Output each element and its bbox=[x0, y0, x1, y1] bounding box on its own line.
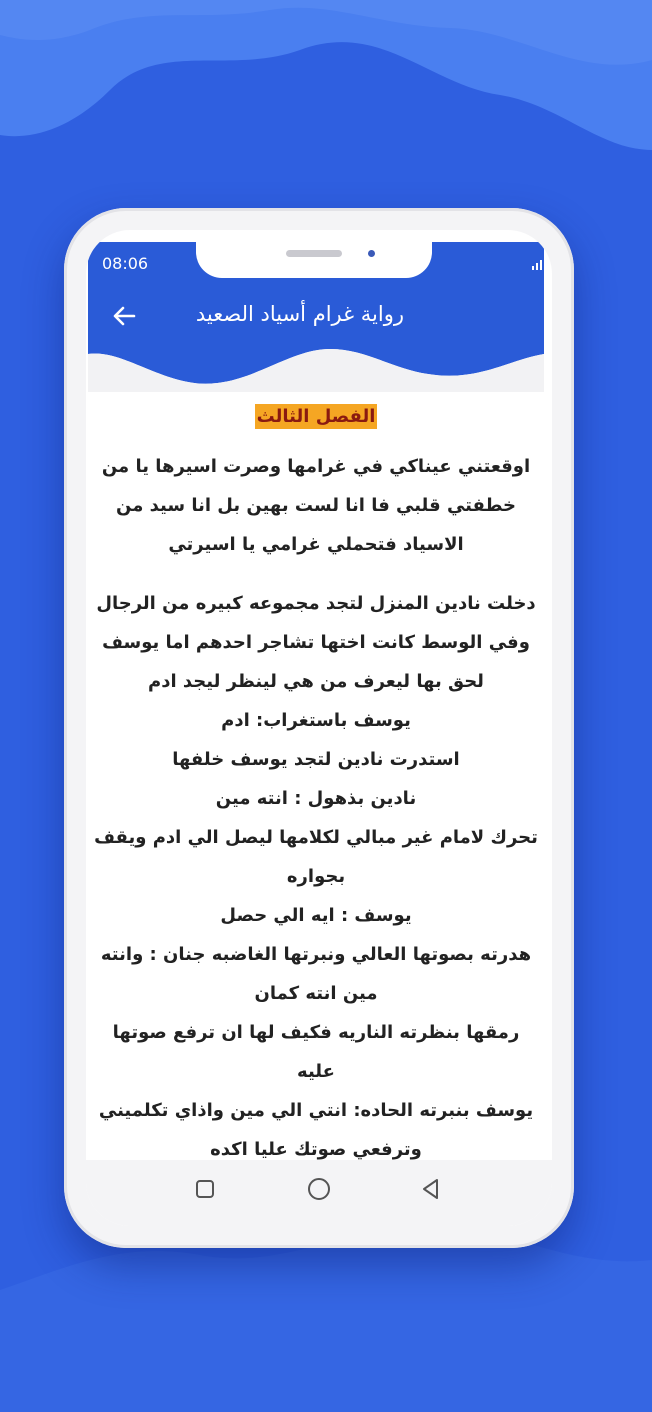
square-icon bbox=[192, 1176, 218, 1202]
text-line: يوسف باستغراب: ادم bbox=[221, 710, 411, 731]
app-bar bbox=[88, 242, 544, 392]
speaker bbox=[286, 250, 342, 257]
phone-frame bbox=[64, 208, 574, 1248]
text-line: استدرت نادين لتجد يوسف خلفها bbox=[172, 749, 460, 770]
back-button[interactable] bbox=[110, 302, 138, 330]
arrow-left-icon bbox=[110, 302, 138, 330]
circle-icon bbox=[306, 1176, 332, 1202]
back-nav-button[interactable] bbox=[418, 1176, 444, 1202]
home-button[interactable] bbox=[306, 1176, 332, 1202]
text-line: نادين بذهول : انته مين bbox=[215, 788, 417, 809]
text-line: يوسف بنبرته الحاده: انتي الي مين واذاي تكلميني bbox=[98, 1100, 534, 1121]
camera bbox=[368, 250, 375, 257]
chapter-content bbox=[88, 400, 544, 1160]
text-line: وترفعي صوتك عليا اكده bbox=[210, 1139, 422, 1160]
text-line: مين انته كمان bbox=[254, 983, 378, 1004]
text-line: دخلت نادين المنزل لتجد مجموعه كبيره من الرجال bbox=[96, 593, 536, 614]
text-line: رمقها بنظرته الناريه فكيف لها ان ترفع صوتها عليه bbox=[112, 1022, 520, 1082]
phone-screen-bezel bbox=[86, 230, 552, 1226]
text-line: تحرك لامام غير مبالي لكلامها ليصل الي ادم ويقف bbox=[94, 827, 538, 848]
text-line: الاسياد فتحملي غرامي يا اسيرتي bbox=[168, 534, 464, 555]
notch bbox=[196, 242, 432, 278]
text-line: لحق بها ليعرف من هي لينظر ليجد ادم bbox=[148, 671, 484, 692]
text-line: وفي الوسط كانت اختها تشاجر احدهم اما يوسف bbox=[102, 632, 530, 653]
text-line: بجواره bbox=[286, 866, 346, 887]
page-title: رواية غرام أسياد الصعيد bbox=[195, 302, 404, 326]
signal-icon bbox=[532, 256, 544, 270]
system-navbar bbox=[86, 1160, 552, 1226]
intro-paragraph bbox=[94, 447, 538, 564]
status-time: 08:06 bbox=[102, 254, 149, 273]
text-line: خطفتي قلبي فا انا لست بهين بل انا سيد من bbox=[116, 495, 516, 516]
story-paragraph bbox=[94, 584, 538, 1160]
triangle-back-icon bbox=[418, 1176, 444, 1202]
text-line: هدرته بصوتها العالي ونبرتها الغاضبه جنان : وانته bbox=[100, 944, 532, 965]
text-line: يوسف : ايه الي حصل bbox=[220, 905, 412, 926]
chapter-heading: الفصل الثالث bbox=[256, 406, 376, 427]
text-line: اوقعتني عيناكي في غرامها وصرت اسيرها يا من bbox=[101, 456, 531, 477]
recents-button[interactable] bbox=[192, 1176, 218, 1202]
app-screen bbox=[88, 242, 544, 1160]
